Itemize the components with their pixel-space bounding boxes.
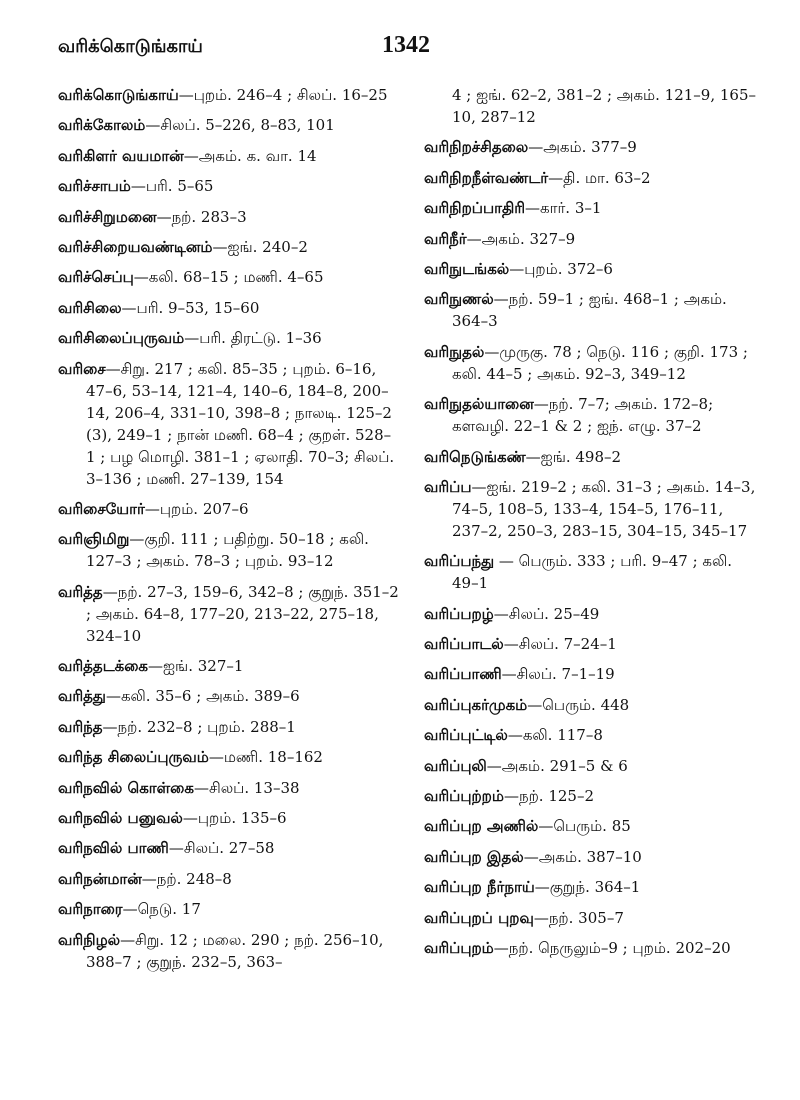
entry-references: —பரி. திரட்டு. 1–36	[184, 329, 322, 348]
entry-headword: வரிசிலை	[58, 298, 122, 317]
entry-references: —சிலப். 25–49	[493, 604, 600, 623]
entry-headword: வரிநன்மான்	[58, 869, 142, 888]
page-header	[0, 28, 800, 68]
entry-headword: வரிப்புகர்முகம்	[424, 695, 528, 714]
entry-headword: வரிநிறச்சிதலை	[424, 138, 529, 157]
entry-references: —நற். 248–8	[141, 869, 232, 888]
entry-references: —சிலப். 13–38	[193, 778, 300, 797]
entry-headword: வரிச்சிறுமனை	[58, 207, 157, 226]
index-entry	[58, 358, 400, 490]
entry-headword: வரிக்கொடுங்காய்	[58, 86, 179, 104]
entry-references: —கலி. 117–8	[507, 726, 603, 745]
index-entry	[424, 694, 762, 716]
entry-headword: வரிப்பாணி	[424, 665, 502, 684]
entry-headword: வரிநுடங்கல்	[424, 259, 510, 278]
index-entry	[424, 84, 762, 128]
entry-headword: வரிப்புட்டில்	[424, 726, 508, 745]
entry-headword: வரிப்புலி	[424, 756, 487, 775]
entry-references: —அகம். 377–9	[528, 138, 637, 157]
entry-headword: வரிச்செப்பு	[58, 268, 134, 287]
entry-headword: வரிசை	[58, 359, 106, 378]
entry-references: —அகம். 327–9	[466, 229, 576, 248]
entry-references: —நற். 27–3, 159–6, 342–8 ; குறுந். 351–2 ; அகம். 64–8, 177–20, 213–22, 275–18, 324–10	[86, 582, 399, 645]
index-entry	[424, 341, 762, 385]
index-entry	[424, 724, 762, 746]
entry-headword: வரித்தடக்கை	[58, 657, 149, 676]
entry-headword: வரிநவில் கொள்கை	[58, 778, 194, 797]
entry-references: —நற். நெருலும்–9 ; புறம். 202–20	[493, 938, 731, 957]
entry-references: —ஐங். 327–1	[148, 657, 244, 676]
entry-headword: வரிக்கோலம்	[58, 116, 146, 135]
entry-references: —பரி. 9–53, 15–60	[121, 298, 260, 317]
entry-headword: வரிப்பறழ்	[424, 604, 494, 623]
entry-headword: வரிப்புறம்	[424, 938, 494, 957]
index-entry	[58, 685, 400, 707]
entry-references: —பெரும். 85	[538, 817, 631, 836]
index-entry	[58, 807, 400, 829]
index-entry	[424, 633, 762, 655]
entry-headword: வரிநவில் பாணி	[58, 839, 169, 858]
index-entry	[424, 476, 762, 542]
entry-headword: வரிசையோர்	[58, 499, 145, 518]
entry-references: —முருகு. 78 ; நெடு. 116 ; குறி. 173 ; கலி. 44–5 ; அகம். 92–3, 349–12	[452, 342, 748, 383]
index-entry	[424, 550, 762, 594]
entry-references: —சிறு. 12 ; மலை. 290 ; நற். 256–10, 388–7 ; குறுந். 232–5, 363–	[86, 930, 384, 971]
entry-references: —புறம். 207–6	[144, 499, 249, 518]
entry-references: —நற். 7–7; அகம். 172–8; களவழி. 22–1 & 2 ; ஐந். எழு. 37–2	[452, 395, 714, 436]
index-entry	[58, 581, 400, 647]
index-entry	[58, 266, 400, 288]
entry-references: 4 ; ஐங். 62–2, 381–2 ; அகம். 121–9, 165–10, 287–12	[452, 86, 756, 126]
entry-headword: வரிநுதல்யானை	[424, 395, 534, 414]
index-entry	[58, 655, 400, 677]
index-entry	[424, 197, 762, 219]
index-entry	[58, 746, 400, 768]
entry-references: —புறம். 135–6	[182, 809, 287, 828]
entry-headword: வரிப்புற்றம்	[424, 787, 504, 806]
entry-headword: வரிநவில் பனுவல்	[58, 809, 183, 828]
entry-headword: வரிஞிமிறு	[58, 530, 130, 549]
index-entry	[424, 603, 762, 625]
right-column	[424, 84, 762, 967]
entry-references: —குறுந். 364–1	[534, 878, 641, 897]
entry-references: —சிலப். 7–24–1	[503, 635, 617, 654]
index-entry	[58, 837, 400, 859]
index-entry	[424, 228, 762, 250]
entry-headword: வரிநிறப்பாதிரி	[424, 199, 526, 218]
entry-headword: வரிநுணல்	[424, 290, 494, 309]
entry-references: —சிலப். 5–226, 8–83, 101	[145, 116, 335, 135]
entry-headword: வரிநிறநீள்வண்டர்	[424, 168, 549, 187]
left-column	[58, 84, 400, 981]
entry-headword: வரிப்புற அணில்	[424, 817, 539, 836]
running-head: வரிக்கொடுங்காய்	[58, 36, 203, 57]
entry-headword: வரிநிழல்	[58, 930, 121, 949]
entry-headword: வரிநாரை	[58, 900, 123, 919]
index-entry	[424, 846, 762, 868]
index-entry	[424, 815, 762, 837]
entry-references: —புறம். 246–4 ; சிலப். 16–25	[178, 86, 388, 104]
entry-references: —அகம். 291–5 & 6	[486, 756, 628, 775]
entry-references: —மணி. 18–162	[208, 748, 323, 767]
entry-headword: வரிச்சிறையவண்டினம்	[58, 237, 213, 256]
index-entry	[58, 114, 400, 136]
index-entry	[424, 907, 762, 929]
entry-headword: வரித்து	[58, 687, 106, 706]
entry-references: —புறம். 372–6	[509, 259, 613, 278]
entry-headword: வரிப்பாடல்	[424, 635, 504, 654]
entry-headword: வரிப்புற நீர்நாய்	[424, 878, 535, 897]
entry-headword: வரிப்புறப் புறவு	[424, 908, 534, 927]
index-entry	[58, 175, 400, 197]
entry-headword: வரிச்சாபம்	[58, 177, 131, 196]
entry-headword: வரிசிலைப்புருவம்	[58, 329, 185, 348]
entry-references: —நற். 59–1 ; ஐங். 468–1 ; அகம். 364–3	[452, 290, 727, 331]
entry-references: —நற். 232–8 ; புறம். 288–1	[102, 717, 296, 736]
entry-headword: வரித்த	[58, 582, 103, 601]
entry-headword: வரிநெடுங்கண்	[424, 447, 526, 466]
index-entry	[424, 393, 762, 437]
index-entry	[424, 876, 762, 898]
entry-references: —ஐங். 219–2 ; கலி. 31–3 ; அகம். 14–3, 74–5, 108–5, 133–4, 154–5, 176–11, 237–2, 250–3, 283–15, 304–15, 345–17	[452, 477, 756, 540]
index-entry	[58, 206, 400, 228]
index-entry	[424, 937, 762, 959]
index-entry	[424, 288, 762, 332]
index-entry	[58, 236, 400, 258]
index-entry	[58, 297, 400, 319]
index-entry	[58, 145, 400, 167]
entry-headword: வரிநுதல்	[424, 342, 485, 361]
index-entry	[58, 929, 400, 973]
index-entry	[424, 167, 762, 189]
entry-headword: வரிந்த	[58, 717, 103, 736]
index-entry	[58, 898, 400, 920]
entry-references: —பரி. 5–65	[130, 177, 214, 196]
entry-headword: வரிநீர்	[424, 229, 467, 248]
index-entry	[424, 785, 762, 807]
index-entry	[424, 755, 762, 777]
entry-headword: வரிந்த சிலைப்புருவம்	[58, 748, 209, 767]
entry-references: — பெரும். 333 ; பரி. 9–47 ; கலி. 49–1	[452, 552, 733, 593]
entry-headword: வரிப்பந்து	[424, 552, 495, 571]
entry-references: —ஐங். 240–2	[212, 237, 308, 256]
entry-references: —சிலப். 7–1–19	[501, 665, 615, 684]
index-entry	[58, 327, 400, 349]
index-entry	[58, 777, 400, 799]
entry-headword: வரிப்புற இதல்	[424, 847, 524, 866]
index-entry	[424, 258, 762, 280]
entry-references: —கார். 3–1	[525, 199, 602, 218]
page-number: 1342	[382, 32, 430, 58]
entry-references: —நற். 125–2	[503, 787, 595, 806]
entry-references: —குறி. 111 ; பதிற்று. 50–18 ; கலி. 127–3 ; அகம். 78–3 ; புறம். 93–12	[86, 530, 369, 571]
entry-references: —நெடு. 17	[122, 900, 201, 919]
entry-references: —சிறு. 217 ; கலி. 85–35 ; புறம். 6–16, 47–6, 53–14, 121–4, 140–6, 184–8, 200–14, 206–4, 331–10, 398–8 ; நாலடி. 125–2 (3), 249–1 ; நான் மணி. 68–4 ; குறள். 528–1 ; பழ மொழி. 381–1 ; ஏலாதி. 70–3; சிலப். 3–136 ; மணி. 27–139, 154	[86, 359, 395, 488]
index-entry	[424, 136, 762, 158]
entry-references: —பெரும். 448	[527, 695, 630, 714]
entry-headword: வரிகிளர் வயமான்	[58, 146, 184, 165]
entry-references: —நற். 305–7	[533, 908, 624, 927]
entry-headword: வரிப்ப	[424, 477, 472, 496]
entry-references: —சிலப். 27–58	[168, 839, 275, 858]
index-entry	[58, 868, 400, 890]
entry-references: —அகம். 387–10	[523, 847, 642, 866]
index-entry	[424, 446, 762, 468]
index-entry	[58, 84, 400, 106]
index-entry	[424, 663, 762, 685]
entry-references: —கலி. 35–6 ; அகம். 389–6	[105, 687, 300, 706]
index-entry	[58, 498, 400, 520]
entry-references: —ஐங். 498–2	[525, 447, 622, 466]
entry-references: —நற். 283–3	[156, 207, 247, 226]
index-entry	[58, 528, 400, 572]
index-entry	[58, 716, 400, 738]
entry-references: —தி. மா. 63–2	[548, 168, 651, 187]
entry-references: —அகம். க. வா. 14	[183, 146, 317, 165]
entry-references: —கலி. 68–15 ; மணி. 4–65	[133, 268, 324, 287]
